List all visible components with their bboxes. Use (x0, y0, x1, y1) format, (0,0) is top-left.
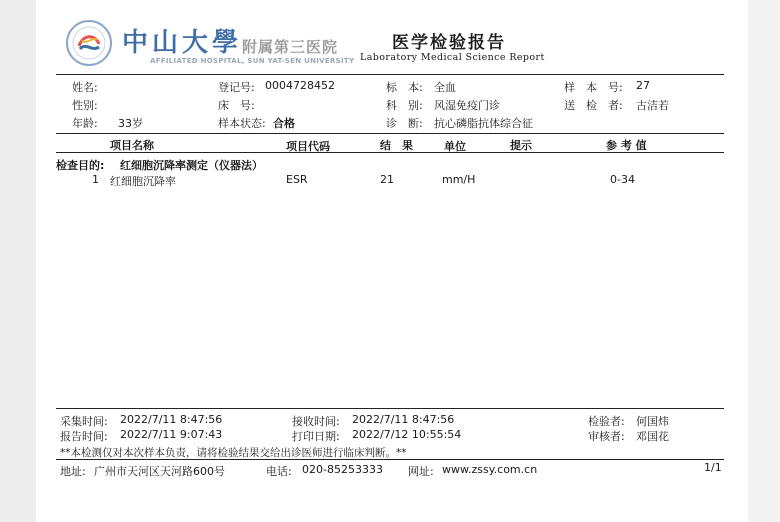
sample-no-label: 样 本 号: (564, 81, 623, 94)
col-header-ref: 参 考 值 (606, 139, 647, 152)
receive-time-label: 接收时间: (292, 415, 340, 428)
reg-no-value: 0004728452 (265, 79, 335, 92)
reviewer-value: 邓国花 (636, 430, 669, 443)
report-sheet (36, 0, 748, 522)
table-header-divider (56, 152, 724, 153)
sample-no-value: 27 (636, 79, 650, 92)
print-date-value: 2022/7/12 10:55:54 (352, 428, 462, 441)
purpose-label: 检查目的: (56, 159, 105, 172)
gender-label: 性别: (72, 99, 98, 112)
row-unit: mm/H (442, 173, 476, 186)
sender-value: 古洁若 (636, 99, 669, 112)
collect-time-label: 采集时间: (60, 415, 108, 428)
collect-time-value: 2022/7/11 8:47:56 (120, 413, 223, 426)
diagnosis-label: 诊 断: (386, 117, 423, 130)
col-header-hint: 提示 (510, 139, 532, 152)
age-value: 33岁 (118, 117, 143, 130)
specimen-label: 标 本: (386, 81, 423, 94)
row-reference: 0-34 (610, 173, 635, 186)
row-item-code: ESR (286, 173, 308, 186)
reg-no-label: 登记号: (218, 81, 255, 94)
hospital-name: 附属第三医院 (242, 38, 339, 56)
address-label: 地址: (60, 465, 86, 478)
sender-label: 送 检 者: (564, 99, 623, 112)
col-header-code: 项目代码 (286, 140, 330, 153)
row-index: 1 (92, 173, 99, 186)
reviewer-label: 审核者: (588, 430, 625, 443)
disclaimer-divider (56, 459, 724, 460)
col-header-item: 项目名称 (110, 139, 154, 152)
specimen-value: 全血 (434, 81, 456, 94)
sample-status-value: 合格 (273, 117, 295, 130)
website-value: www.zssy.com.cn (442, 463, 538, 476)
report-title: 医学检验报告 (392, 33, 506, 53)
dept-label: 科 别: (386, 99, 423, 112)
university-name: 中山大學 (122, 28, 243, 58)
receive-time-value: 2022/7/11 8:47:56 (352, 413, 455, 426)
sample-status-label: 样本状态: (218, 117, 266, 130)
diagnosis-value: 抗心磷脂抗体综合征 (434, 117, 533, 130)
university-emblem-icon (66, 20, 112, 66)
page-number: 1/1 (704, 461, 722, 474)
header-divider (56, 74, 724, 75)
hospital-name-en: AFFILIATED HOSPITAL, SUN YAT-SEN UNIVERSITY (150, 57, 355, 65)
tester-label: 检验者: (588, 415, 625, 428)
info-divider (56, 133, 724, 134)
tester-value: 何国炜 (636, 415, 669, 428)
purpose-value: 红细胞沉降率测定（仪器法） (120, 159, 263, 172)
row-result: 21 (380, 173, 394, 186)
footer-divider (56, 408, 724, 409)
phone-value: 020-85253333 (302, 463, 383, 476)
row-item-name: 红细胞沉降率 (110, 175, 176, 188)
report-time-value: 2022/7/11 9:07:43 (120, 428, 223, 441)
name-label: 姓名: (72, 81, 98, 94)
print-date-label: 打印日期: (292, 430, 340, 443)
col-header-result: 结 果 (380, 139, 413, 152)
page-margin (0, 0, 36, 522)
age-label: 年龄: (72, 117, 98, 130)
bed-label: 床 号: (218, 99, 255, 112)
address-value: 广州市天河区天河路600号 (94, 465, 225, 478)
disclaimer: **本检测仅对本次样本负责，请将检验结果交给出诊医师进行临床判断。** (60, 447, 407, 459)
report-time-label: 报告时间: (60, 430, 108, 443)
website-label: 网址: (408, 465, 434, 478)
phone-label: 电话: (266, 465, 292, 478)
report-subtitle: Laboratory Medical Science Report (360, 52, 545, 63)
dept-value: 风湿免疫门诊 (434, 99, 500, 112)
col-header-unit: 单位 (444, 140, 466, 153)
